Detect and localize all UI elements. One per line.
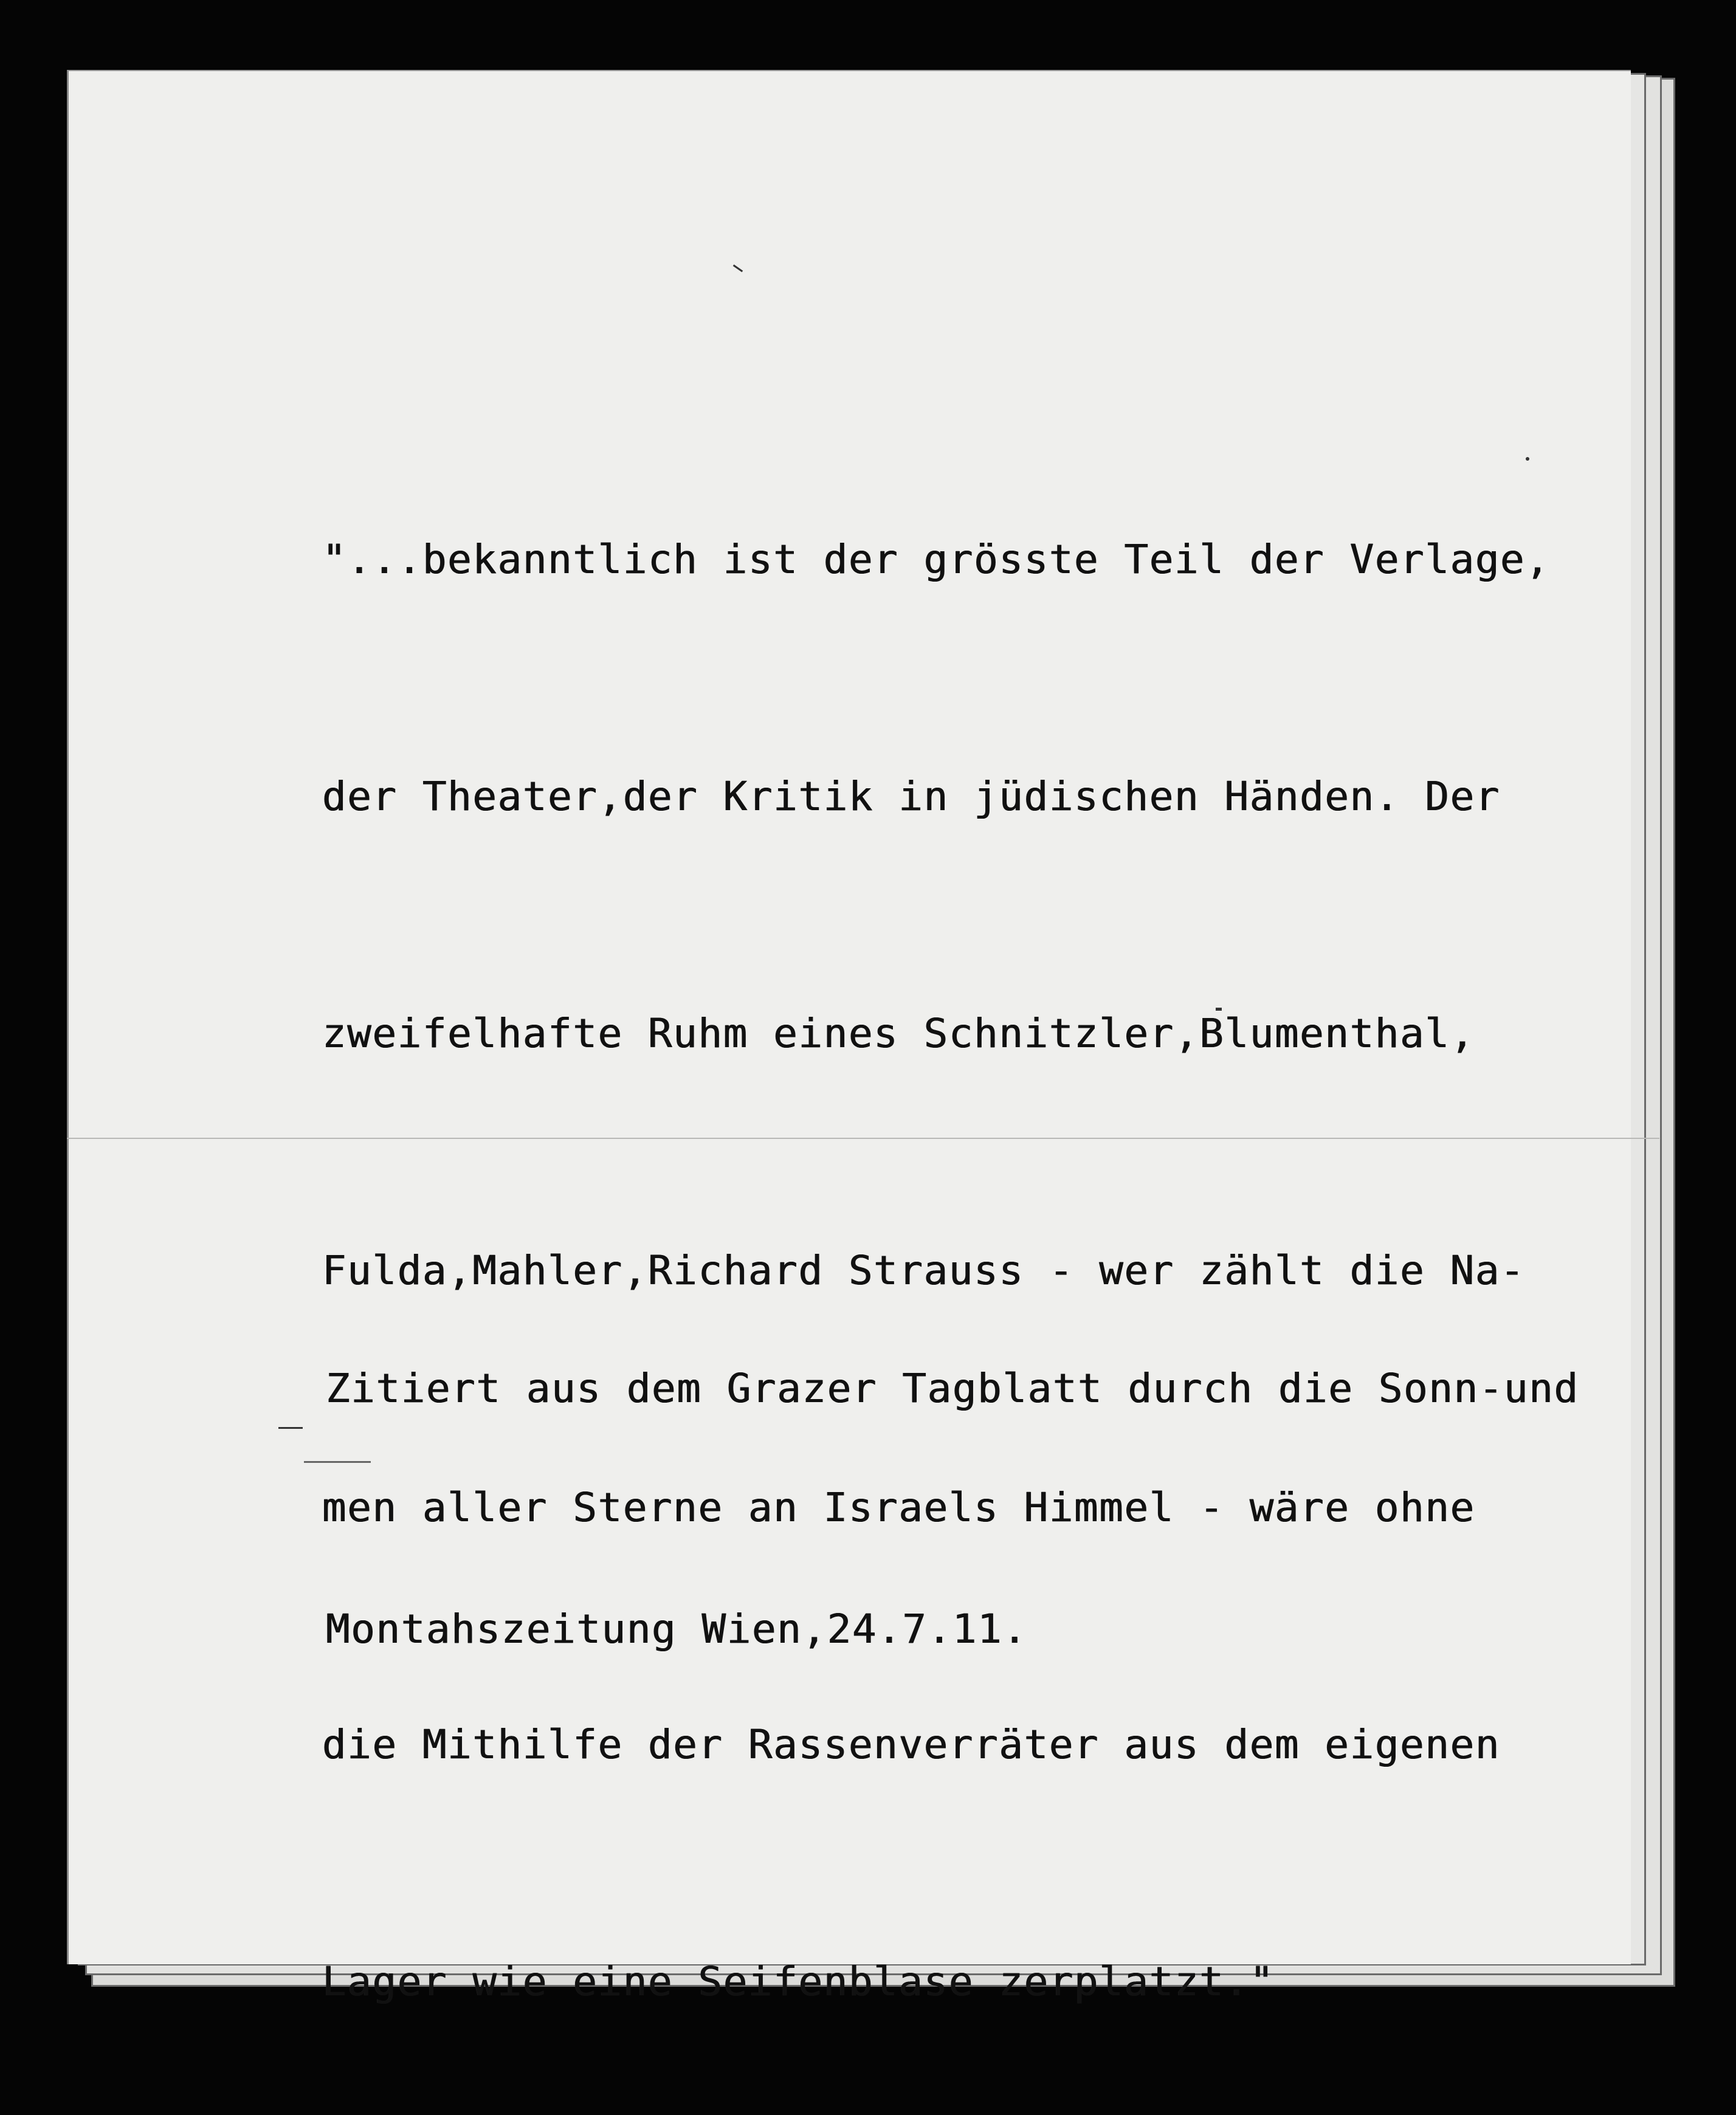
citation-block (326, 1188, 1579, 1830)
quote-line: men aller Sterne an Israels Himmel - wäre ohne (322, 1484, 1475, 1531)
speck (278, 1427, 303, 1429)
citation-line: Montahszeitung Wien,24.7.11. (326, 1606, 1028, 1652)
quote-line: zweifelhafte Ruhm eines Schnitzler,Blumenthal, (322, 1010, 1475, 1057)
citation-line: Zitiert aus dem Grazer Tagblatt durch die Sonn-und (326, 1365, 1579, 1412)
quote-line: Fulda,Mahler,Richard Strauss - wer zählt die Na- (322, 1247, 1526, 1294)
quote-line: der Theater,der Kritik in jüdischen Händen. Der (322, 773, 1501, 820)
quote-line: die Mithilfe der Rassenverräter aus dem eigenen (322, 1721, 1501, 1768)
quote-line: "...bekanntlich ist der grösste Teil der Verlage, (322, 536, 1551, 583)
quote-line: Lager wie eine Seifenblase zerplatzt." (322, 1958, 1275, 2005)
